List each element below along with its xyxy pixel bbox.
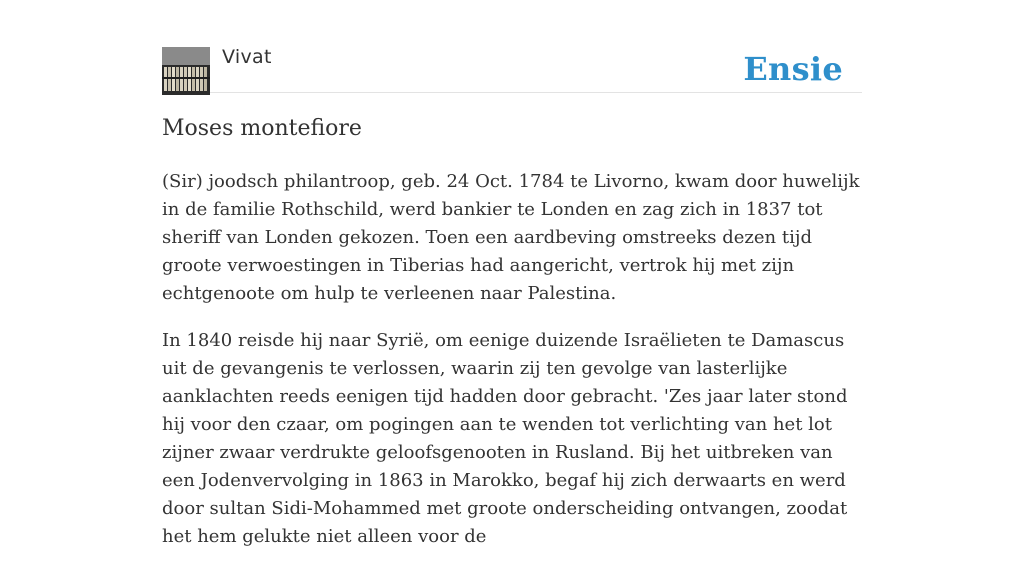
article-title: Moses montefiore bbox=[162, 116, 362, 141]
source-name[interactable]: Vivat bbox=[222, 46, 272, 68]
books-avatar-icon bbox=[162, 47, 210, 95]
article-paragraph: (Sir) joodsch philantroop, geb. 24 Oct. 1784 te Livorno, kwam door huwelijk in de familie Rothschild, werd bankier te Londen en zag zich in 1837 tot sheriff van Londen gekozen. Toen een aardbeving omstreeks dezen tijd groote verwoestingen in Tiberias had aangericht, vertrok hij met zijn echtgenoote om hulp te verleenen naar Palestina. bbox=[162, 171, 860, 304]
article-body bbox=[162, 168, 864, 570]
header bbox=[162, 44, 862, 93]
source-avatar[interactable] bbox=[162, 47, 210, 95]
article-paragraph: In 1840 reisde hij naar Syrië, om eenige duizende Israëlieten te Damascus uit de gevangenis te verlossen, waarin zij ten gevolge van lasterlijke aanklachten reeds eenigen tijd hadden door gebracht. 'Zes jaar later stond hij voor den czaar, om pogingen aan te wenden tot verlichting van het lot zijner zwaar verdrukte geloofsgenooten in Rusland. Bij het uitbreken van een Jodenvervolging in 1863 in Marokko, begaf hij zich derwaarts en werd door sultan Sidi-Mohammed met groote onderscheiding ontvangen, zoodat het hem gelukte niet alleen voor de bbox=[162, 330, 848, 547]
ensie-logo[interactable]: Ensie bbox=[743, 50, 843, 88]
